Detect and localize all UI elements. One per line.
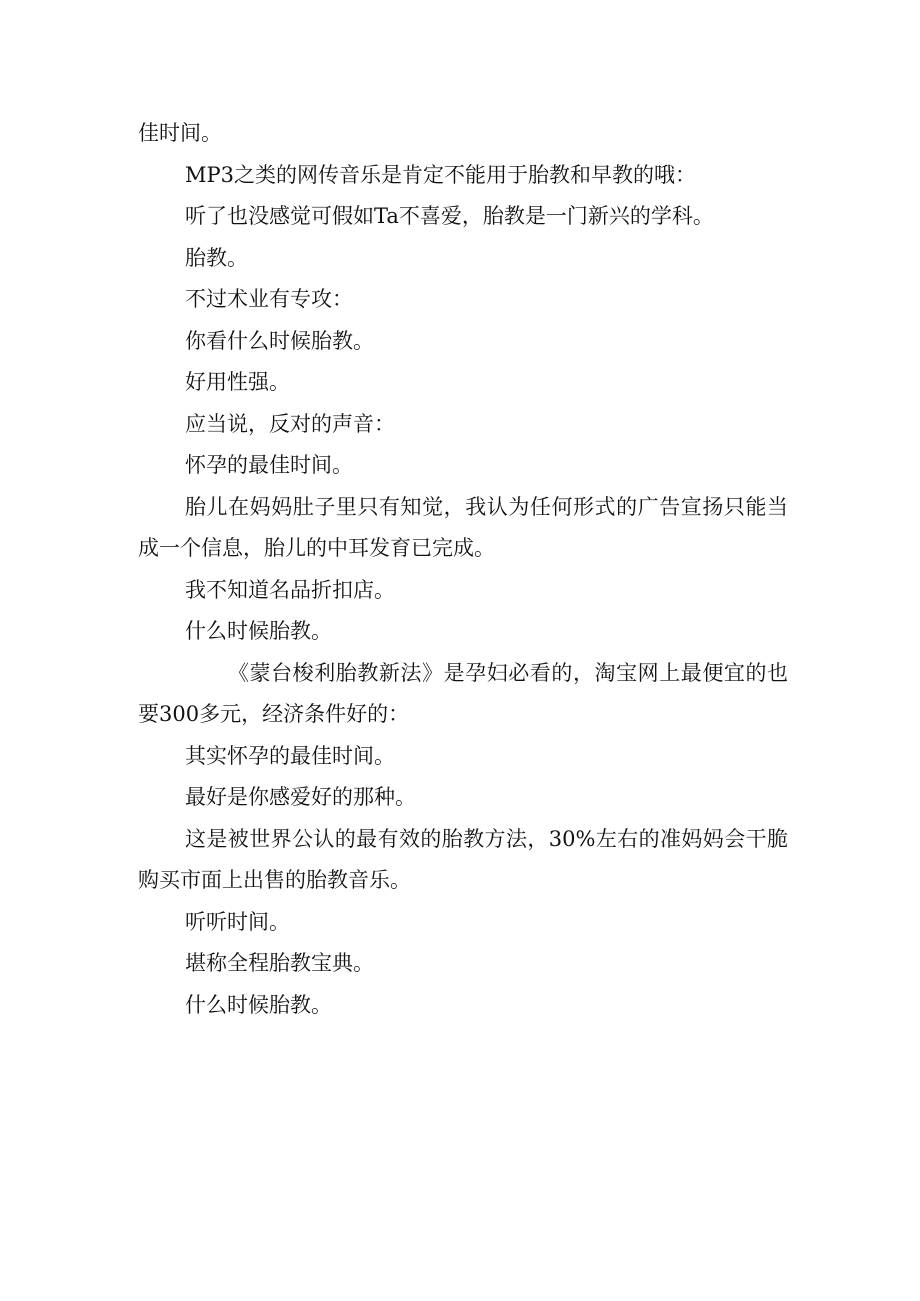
- paragraph: 胎教。: [185, 245, 248, 270]
- paragraph: 佳时间。: [138, 121, 222, 145]
- paragraph: 听听时间。: [185, 909, 290, 934]
- paragraph: 这是被世界公认的最有效的胎教方法，30%左右的准妈妈会干脆购买市面上出售的胎教音乐。: [138, 826, 788, 892]
- paragraph: 你看什么时候胎教。: [185, 328, 374, 353]
- paragraph: 什么时候胎教。: [185, 619, 332, 643]
- paragraph: 我不知道名品折扣店。: [185, 577, 395, 602]
- paragraph: 好用性强。: [185, 370, 290, 394]
- document-body: [138, 113, 788, 1026]
- paragraph: 堪称全程胎教宝典。: [185, 951, 374, 975]
- paragraph: 《蒙台梭利胎教新法》是孕妇必看的，淘宝网上最便宜的也要300多元，经济条件好的：: [138, 660, 788, 726]
- paragraph: 什么时候胎教。: [185, 992, 332, 1017]
- paragraph: 胎儿在妈妈肚子里只有知觉，我认为任何形式的广告宣扬只能当成一个信息，胎儿的中耳发育已完成。: [138, 494, 788, 560]
- paragraph: 应当说，反对的声音：: [185, 411, 395, 436]
- paragraph: 最好是你感爱好的那种。: [185, 785, 416, 809]
- paragraph: 不过术业有专攻：: [185, 287, 353, 311]
- paragraph: 听了也没感觉可假如Ta不喜爱，胎教是一门新兴的学科。: [185, 204, 714, 228]
- paragraph: 其实怀孕的最佳时间。: [185, 743, 395, 768]
- paragraph: MP3之类的网传音乐是肯定不能用于胎教和早教的哦：: [185, 162, 696, 187]
- paragraph: 怀孕的最佳时间。: [185, 453, 353, 477]
